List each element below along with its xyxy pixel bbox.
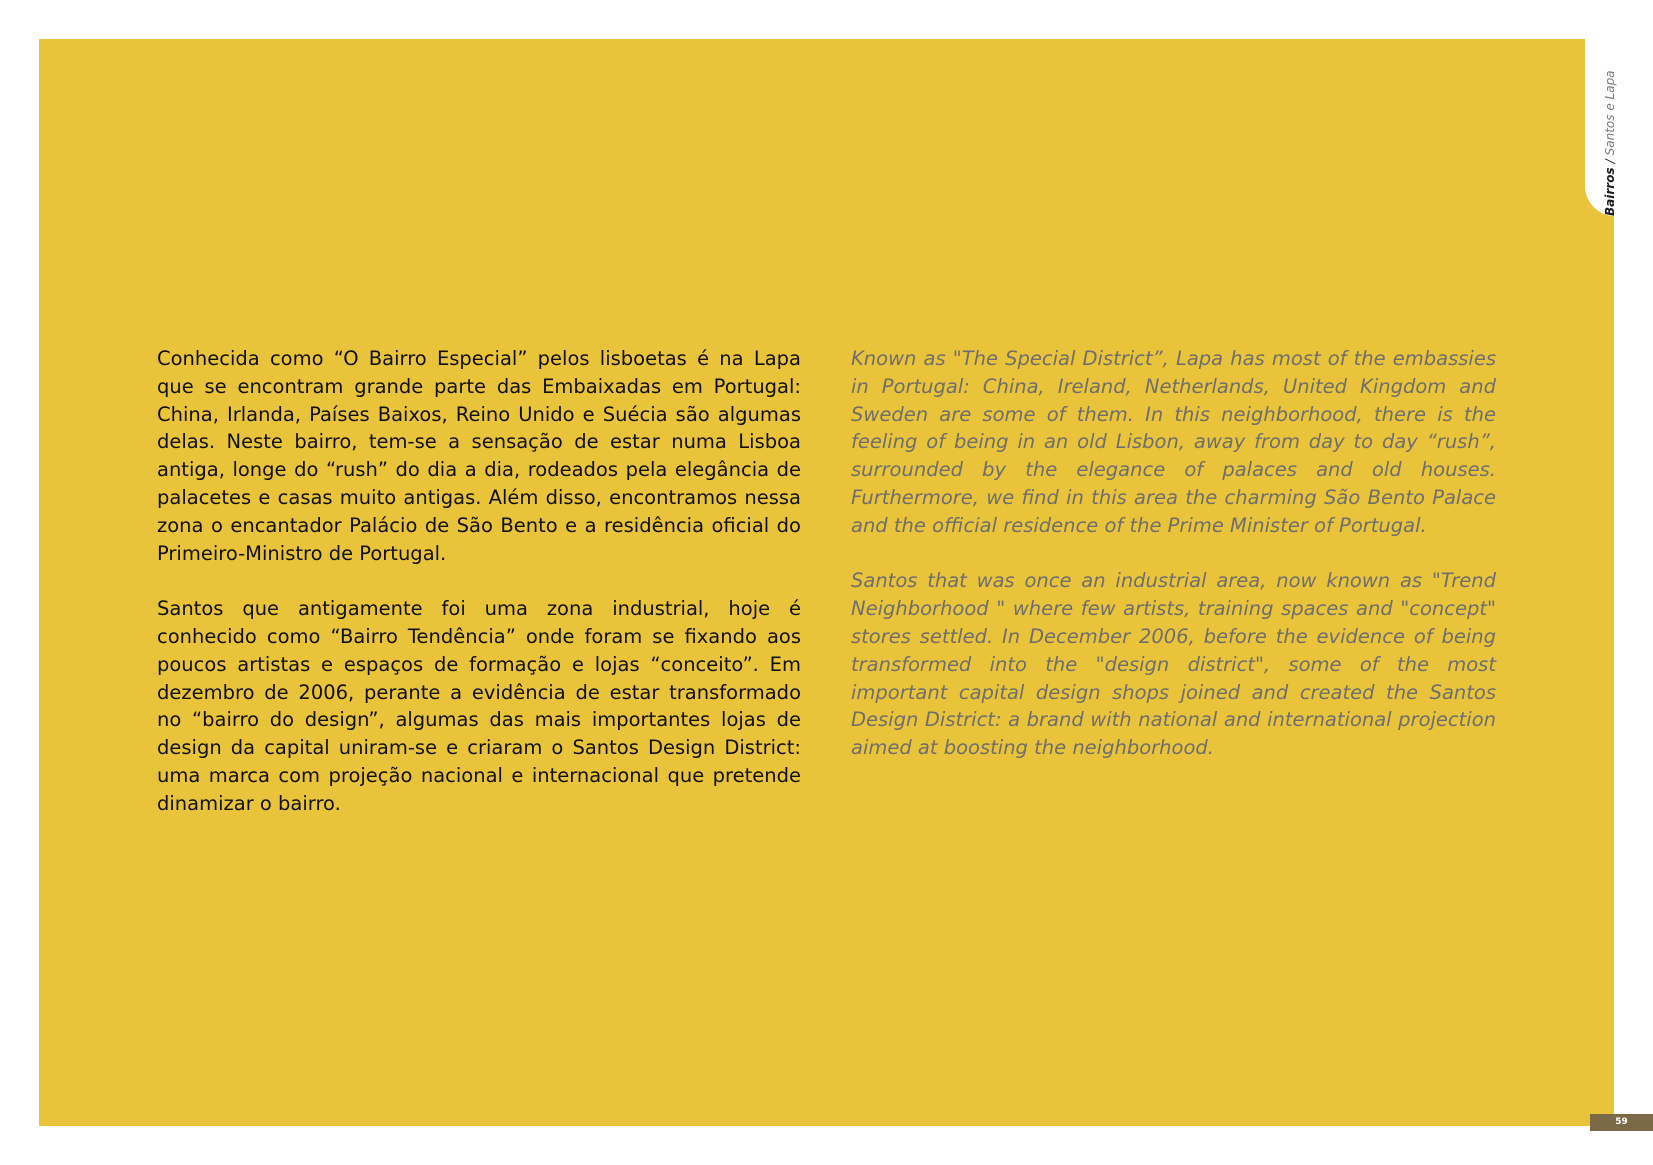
page-number: 59 <box>1590 1114 1653 1131</box>
breadcrumb-subsection: Santos e Lapa <box>1603 70 1617 156</box>
english-text-column <box>851 345 1496 790</box>
portuguese-paragraph: Santos que antigamente foi uma zona industrial, hoje é conhecido como “Bairro Tendência” onde foram se fixando aos poucos artistas e espaços de formação e lojas “conceito”. Em dezembro de 2006, perante a evidência de estar transformado no “bairro do design”, algumas das mais importantes lojas de design da capital uniram-se e criaram o Santos Design District: uma marca com projeção nacional e internacional que pretende dinamizar o bairro. <box>157 597 801 815</box>
section-side-tab <box>1598 40 1622 216</box>
portuguese-text-column <box>157 345 801 845</box>
breadcrumb-section: Bairros <box>1603 167 1617 216</box>
english-paragraph: Known as "The Special District”, Lapa has most of the embassies in Portugal: China, Ireland, Netherlands, United Kingdom and Sweden are some of them. In this neighborhood, there is the feeling of being in an old Lisbon, away from day to day “rush”, surrounded by the elegance of palaces and old houses. Furthermore, we find in this area the charming São Bento Palace and the official residence of the Prime Minister of Portugal. <box>851 347 1496 537</box>
breadcrumb-separator: / <box>1603 159 1617 164</box>
section-breadcrumb <box>1598 40 1622 216</box>
english-paragraph: Santos that was once an industrial area, now known as "Trend Neighborhood " where few artists, training spaces and "concept" stores settled. In December 2006, before the evidence of being transformed into the "design district", some of the most important capital design shops joined and created the Santos Design District: a brand with national and international projection aimed at boosting the neighborhood. <box>851 569 1496 760</box>
portuguese-paragraph: Conhecida como “O Bairro Especial” pelos lisboetas é na Lapa que se encontram grande parte das Embaixadas em Portugal: China, Irlanda, Países Baixos, Reino Unido e Suécia são algumas delas. Neste bairro, tem-se a sensação de estar numa Lisboa antiga, longe do “rush” do dia a dia, rodeados pela elegância de palacetes e casas muito antigas. Além disso, encontramos nessa zona o encantador Palácio de São Bento e a residência oficial do Primeiro-Ministro de Portugal. <box>157 347 801 565</box>
